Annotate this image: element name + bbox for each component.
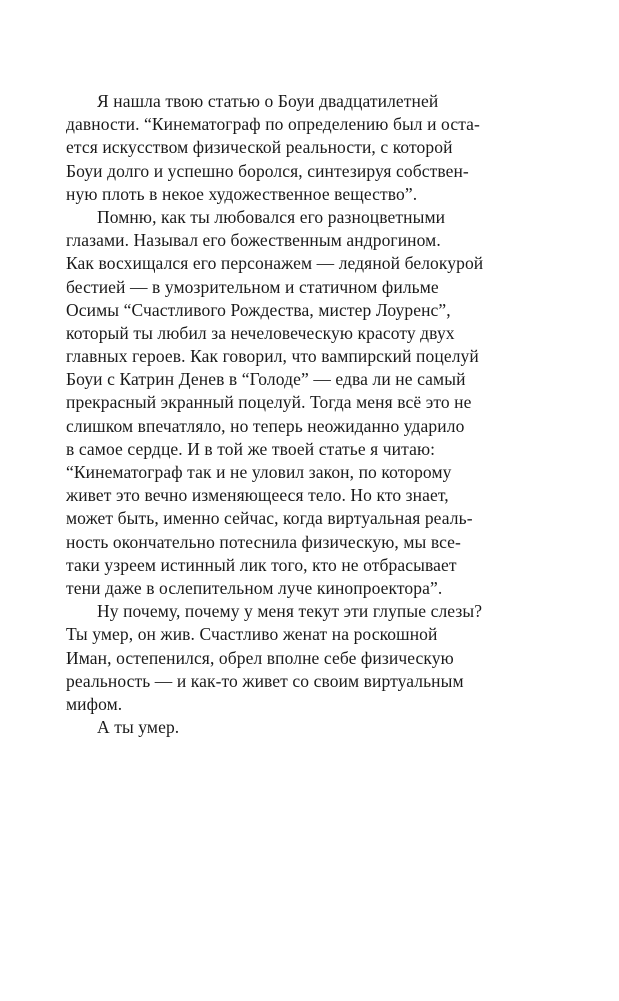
text-line: Помню, как ты любовался его разноцветными bbox=[97, 206, 446, 227]
text-line: бестией — в умозрительном и статичном фильме bbox=[66, 276, 439, 297]
text-line: главных героев. Как говорил, что вампирский поцелуй bbox=[66, 346, 479, 367]
text-line: ется искусством физической реальности, с которой bbox=[66, 137, 453, 158]
text-line: Боуи долго и успешно боролся, синтезируя собствен- bbox=[66, 160, 469, 181]
text-line: тени даже в ослепительном луче кинопроектора”. bbox=[66, 577, 443, 598]
text-line: Ты умер, он жив. Счастливо женат на роскошной bbox=[66, 624, 438, 645]
text-line: таки узреем истинный лик того, кто не отбрасывает bbox=[66, 554, 457, 575]
text-line: ность окончательно потеснила физическую, мы все- bbox=[66, 531, 461, 552]
text-line: давности. “Кинематограф по определению был и оста- bbox=[66, 114, 480, 135]
text-line: слишком впечатляло, но теперь неожиданно ударило bbox=[66, 415, 465, 436]
text-line: ную плоть в некое художественное вещество”. bbox=[66, 183, 418, 204]
text-line: “Кинематограф так и не уловил закон, по которому bbox=[66, 462, 452, 482]
text-line: Осимы “Счастливого Рождества, мистер Лоуренс”, bbox=[66, 299, 451, 320]
text-line: А ты умер. bbox=[97, 717, 180, 738]
text-line: мифом. bbox=[66, 693, 123, 714]
text-line: глазами. Называл его божественным андрогином. bbox=[66, 230, 441, 251]
text-line: в самое сердце. И в той же твоей статье я читаю: bbox=[66, 438, 436, 459]
text-line: Я нашла твою статью о Боуи двадцатилетней bbox=[97, 91, 439, 111]
text-line: Боуи с Катрин Денев в “Голоде” — едва ли не самый bbox=[66, 369, 466, 390]
text-line: Иман, остепенился, обрел вполне себе физическую bbox=[66, 647, 454, 668]
text-line: живет это вечно изменяющееся тело. Но кто знает, bbox=[66, 485, 449, 506]
text-line: который ты любил за нечеловеческую красоту двух bbox=[66, 322, 455, 343]
text-line: прекрасный экранный поцелуй. Тогда меня всё это не bbox=[66, 392, 472, 413]
body-text bbox=[66, 90, 486, 739]
text-line: Ну почему, почему у меня текут эти глупые слезы? bbox=[97, 601, 483, 622]
text-line: Как восхищался его персонажем — ледяной белокурой bbox=[66, 253, 484, 274]
text-line: может быть, именно сейчас, когда виртуальная реаль- bbox=[66, 508, 473, 529]
text-line: реальность — и как-то живет со своим виртуальным bbox=[66, 670, 464, 691]
